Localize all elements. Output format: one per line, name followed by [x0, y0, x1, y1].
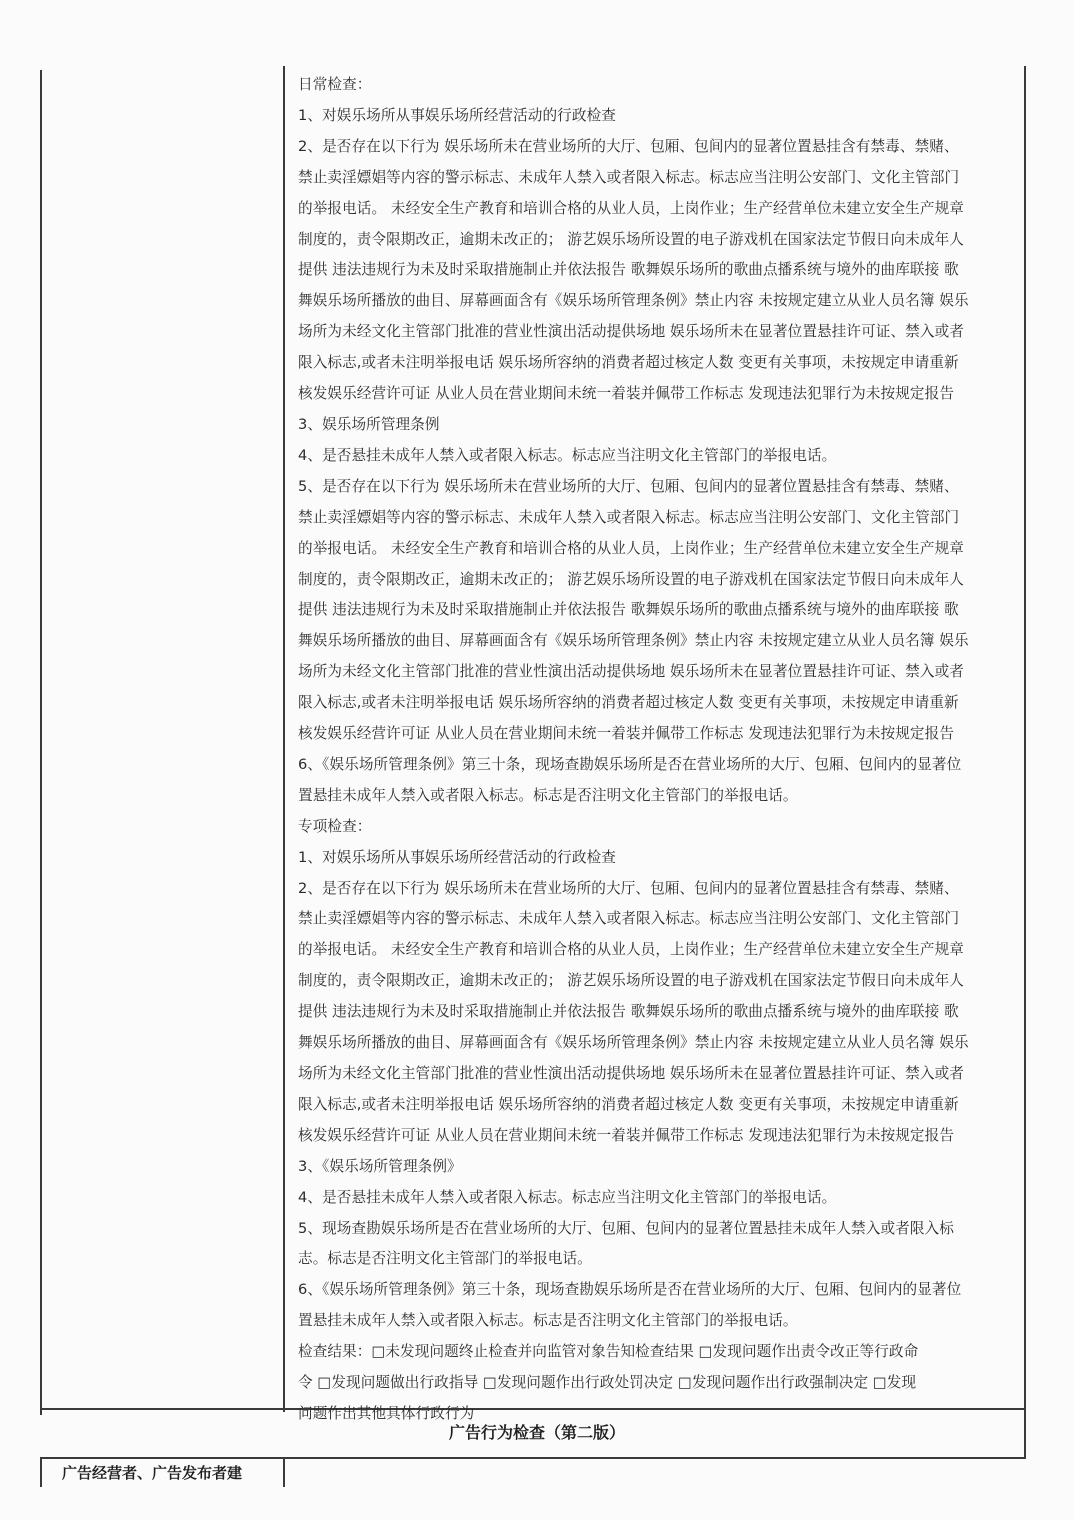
table-border-column-divider	[283, 66, 285, 1412]
content-line: 限入标志,或者未注明举报电话 娱乐场所容纳的消费者超过核定人数 变更有关事项，未按规定申请重新	[298, 694, 959, 712]
content-line: 令 □发现问题做出行政指导 □发现问题作出行政处罚决定 □发现问题作出行政强制决定 □发现	[298, 1374, 917, 1392]
content-line: 制度的，责令限期改正，逾期未改正的； 游艺娱乐场所设置的电子游戏机在国家法定节假日向未成年人	[298, 972, 964, 990]
content-line: 检查结果：□未发现问题终止检查并向监管对象告知检查结果 □发现问题作出责令改正等行政命	[298, 1343, 919, 1361]
content-line: 5、现场查勘娱乐场所是否在营业场所的大厅、包厢、包间内的显著位置悬挂未成年人禁入或者限入标	[298, 1219, 954, 1237]
content-line: 置悬挂未成年人禁入或者限入标志。标志是否注明文化主管部门的举报电话。	[298, 1312, 798, 1330]
content-line: 制度的，责令限期改正，逾期未改正的； 游艺娱乐场所设置的电子游戏机在国家法定节假日向未成年人	[298, 570, 964, 588]
content-line: 3、《娱乐场所管理条例》	[298, 1157, 462, 1175]
content-line: 4、是否悬挂未成年人禁入或者限入标志。标志应当注明文化主管部门的举报电话。	[298, 446, 837, 464]
content-line: 场所为未经文化主管部门批准的营业性演出活动提供场地 娱乐场所未在显著位置悬挂许可证、禁入或者	[298, 663, 964, 681]
content-line: 6、《娱乐场所管理条例》第三十条，现场查勘娱乐场所是否在营业场所的大厅、包厢、包间内的显著位	[298, 755, 962, 773]
content-line: 5、是否存在以下行为 娱乐场所未在营业场所的大厅、包厢、包间内的显著位置悬挂含有禁毒、禁赌、	[298, 477, 959, 495]
content-line: 志。标志是否注明文化主管部门的举报电话。	[298, 1250, 592, 1268]
content-line: 禁止卖淫嫖娼等内容的警示标志、未成年人禁入或者限入标志。标志应当注明公安部门、文化主管部门	[298, 910, 960, 928]
content-line: 提供 违法违规行为未及时采取措施制止并依法报告 歌舞娱乐场所的歌曲点播系统与境外的曲库联接 歌	[298, 601, 959, 619]
content-line: 日常检查：	[298, 76, 372, 93]
table-border-right	[1024, 66, 1026, 1458]
content-line: 3、娱乐场所管理条例	[298, 415, 440, 433]
content-line: 4、是否悬挂未成年人禁入或者限入标志。标志应当注明文化主管部门的举报电话。	[298, 1188, 837, 1206]
content-line: 问题作出其他具体行政行为	[298, 1404, 475, 1422]
content-line: 提供 违法违规行为未及时采取措施制止并依法报告 歌舞娱乐场所的歌曲点播系统与境外的曲库联接 歌	[298, 1003, 959, 1021]
content-line: 6、《娱乐场所管理条例》第三十条，现场查勘娱乐场所是否在营业场所的大厅、包厢、包间内的显著位	[298, 1281, 962, 1299]
content-line: 舞娱乐场所播放的曲目、屏幕画面含有《娱乐场所管理条例》禁止内容 未按规定建立从业人员名簿 娱乐	[298, 1034, 969, 1052]
content-line: 的举报电话。 未经安全生产教育和培训合格的从业人员，上岗作业；生产经营单位未建立安全生产规章	[298, 941, 964, 959]
content-line: 场所为未经文化主管部门批准的营业性演出活动提供场地 娱乐场所未在显著位置悬挂许可证、禁入或者	[298, 1065, 964, 1082]
content-line: 核发娱乐经营许可证 从业人员在营业期间未统一着装并佩带工作标志 发现违法犯罪行为未按规定报告	[298, 725, 955, 743]
content-line: 制度的，责令限期改正，逾期未改正的； 游艺娱乐场所设置的电子游戏机在国家法定节假日向未成年人	[298, 230, 964, 248]
content-line: 提供 违法违规行为未及时采取措施制止并依法报告 歌舞娱乐场所的歌曲点播系统与境外的曲库联接 歌	[298, 261, 959, 279]
content-line: 2、是否存在以下行为 娱乐场所未在营业场所的大厅、包厢、包间内的显著位置悬挂含有禁毒、禁赌、	[298, 879, 959, 897]
table-border-divider-lower	[283, 1457, 285, 1487]
inspection-content	[298, 70, 1022, 1430]
content-line: 置悬挂未成年人禁入或者限入标志。标志是否注明文化主管部门的举报电话。	[298, 786, 798, 804]
content-line: 核发娱乐经营许可证 从业人员在营业期间未统一着装并佩带工作标志 发现违法犯罪行为未按规定报告	[298, 385, 955, 403]
table-border-left-outer	[40, 70, 42, 1415]
content-line: 场所为未经文化主管部门批准的营业性演出活动提供场地 娱乐场所未在显著位置悬挂许可证、禁入或者	[298, 323, 964, 341]
content-line: 禁止卖淫嫖娼等内容的警示标志、未成年人禁入或者限入标志。标志应当注明公安部门、文化主管部门	[298, 168, 960, 186]
content-line: 限入标志,或者未注明举报电话 娱乐场所容纳的消费者超过核定人数 变更有关事项，未按规定申请重新	[298, 1095, 959, 1113]
content-line: 禁止卖淫嫖娼等内容的警示标志、未成年人禁入或者限入标志。标志应当注明公安部门、文化主管部门	[298, 508, 960, 526]
content-line: 的举报电话。 未经安全生产教育和培训合格的从业人员，上岗作业；生产经营单位未建立安全生产规章	[298, 199, 964, 217]
table-border-left-lower	[40, 1457, 42, 1487]
content-line: 1、对娱乐场所从事娱乐场所经营活动的行政检查	[298, 106, 616, 124]
content-line: 限入标志,或者未注明举报电话 娱乐场所容纳的消费者超过核定人数 变更有关事项，未按规定申请重新	[298, 354, 959, 372]
row-label: 广告经营者、广告发布者建	[62, 1464, 243, 1482]
content-line: 专项检查：	[298, 817, 372, 835]
content-line: 2、是否存在以下行为 娱乐场所未在营业场所的大厅、包厢、包间内的显著位置悬挂含有禁毒、禁赌、	[298, 137, 959, 155]
content-line: 1、对娱乐场所从事娱乐场所经营活动的行政检查	[298, 848, 616, 866]
content-line: 舞娱乐场所播放的曲目、屏幕画面含有《娱乐场所管理条例》禁止内容 未按规定建立从业人员名簿 娱乐	[298, 632, 969, 650]
content-line: 舞娱乐场所播放的曲目、屏幕画面含有《娱乐场所管理条例》禁止内容 未按规定建立从业人员名簿 娱乐	[298, 292, 969, 310]
content-line: 核发娱乐经营许可证 从业人员在营业期间未统一着装并佩带工作标志 发现违法犯罪行为未按规定报告	[298, 1126, 955, 1144]
content-line: 的举报电话。 未经安全生产教育和培训合格的从业人员，上岗作业；生产经营单位未建立安全生产规章	[298, 539, 964, 557]
table-row-divider-bottom	[40, 1457, 1026, 1459]
section-title: 广告行为检查（第二版）	[448, 1423, 625, 1442]
